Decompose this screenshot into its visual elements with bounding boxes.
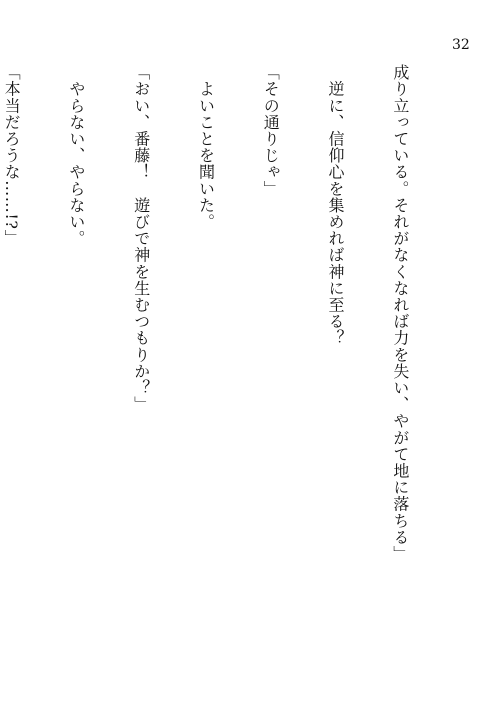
text-line-5: 「おい、番藤！ 遊びで神を生むつもりか？」 [131, 64, 151, 413]
text-line-4: よいことを聞いた。 [196, 64, 216, 230]
text-line-6: やらない、やらない。 [66, 64, 86, 247]
text-line-7: 「本当だろうな……!?」 [2, 64, 22, 247]
text-line-2: 逆に、信仰心を集めれば神に至る？ [326, 64, 346, 347]
page-number: 32 [452, 37, 470, 53]
text-line-3: 「その通りじゃ」 [261, 64, 281, 197]
text-line-1: 成り立っている。それがなくなれば力を失い、やがて地に落ちる」 [390, 64, 410, 562]
novel-text-body [2, 64, 454, 664]
